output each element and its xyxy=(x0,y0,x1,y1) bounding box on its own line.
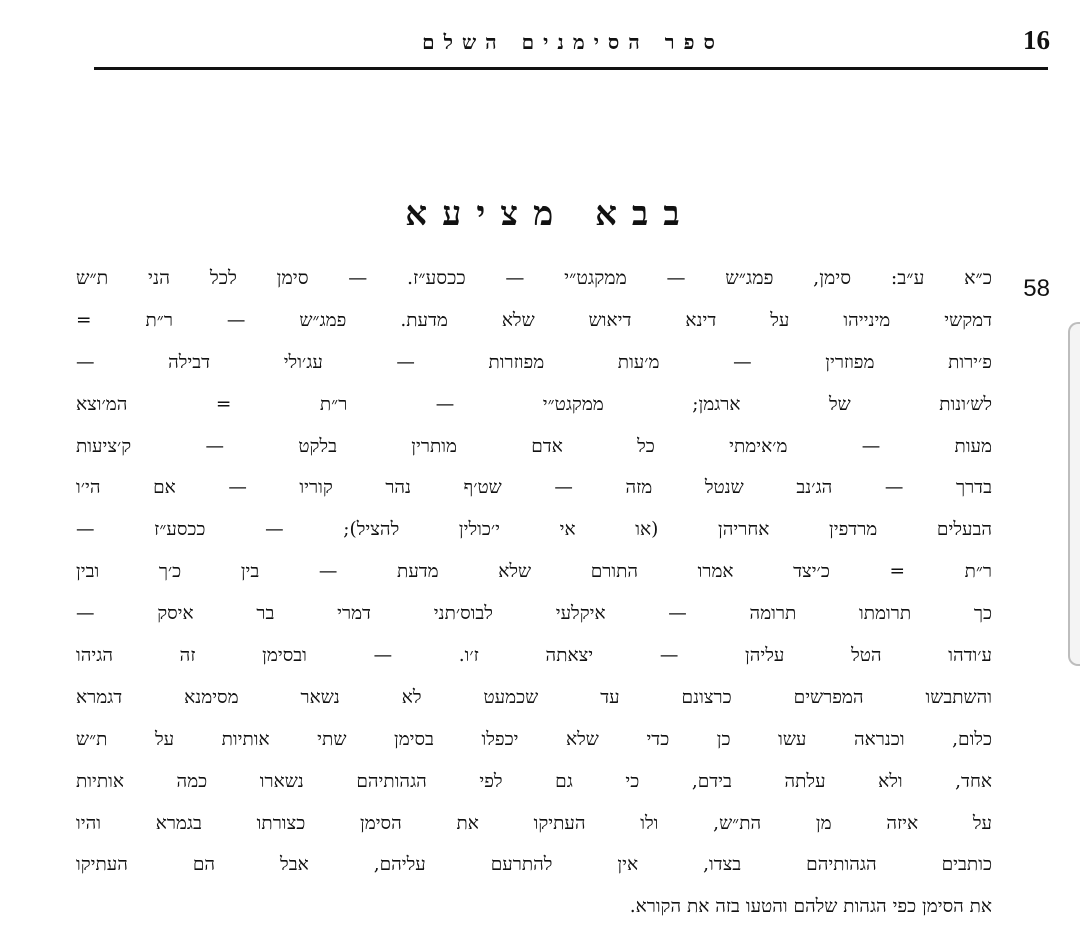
entry-line xyxy=(76,719,992,761)
entry-line xyxy=(76,300,992,342)
entry-line xyxy=(76,551,992,593)
entry-line xyxy=(76,635,992,677)
entry-line-text: ר״ת = כ׳יצד אמרו התורם שלא מדעת — בין כ׳ך ובין xyxy=(76,561,992,583)
entry-line-text: ע׳ודהו הטל עליהן — יצאתה ז׳ו. — ובסימן זה הגיהו xyxy=(76,644,992,666)
entry-line-text: מעות — מ׳אימתי כל אדם מותרין בלקט — ק׳ציעות xyxy=(76,435,992,457)
entry-line-text: פ׳ירות מפוזרין — מ׳עות מפוזרות — עג׳ולי דבילה — xyxy=(76,351,992,373)
entry-number: 58 xyxy=(1023,275,1050,302)
header-rule xyxy=(94,67,1048,70)
entry-line xyxy=(76,844,992,886)
entry-line-text: כ״א ע״ב: סימן, פמג״ש — ממקגט״י — ככסע״ז. — סימן לכל הני ת״ש xyxy=(76,267,992,290)
entry-line-text: כך תרומתו תרומה — איקלעי לבוס׳תני דמרי בר איסק — xyxy=(76,603,992,625)
entry-line xyxy=(76,467,992,509)
entry-line xyxy=(76,509,992,551)
entry-line-text: על איזה מן הת״ש, ולו העתיקו את הסימן כצורתו בגמרא והיו xyxy=(76,812,992,834)
entry-line-text: והשתבשו המפרשים כרצונם עד שכמעט לא נשאר מסימנא דגמרא xyxy=(76,686,992,708)
entry-line xyxy=(76,384,992,426)
side-scroll-tab[interactable] xyxy=(1068,322,1080,666)
entry-line-text: דמקשי מינייהו על דינא דיאוש שלא מדעת. פמג״ש — ר״ת = xyxy=(76,309,992,331)
entry-line-text: לש׳ונות של ארגמן; ממקגט״י — ר״ת = המ׳וצא xyxy=(76,393,992,415)
entry-line xyxy=(76,342,992,384)
page-number: 16 xyxy=(1023,25,1050,55)
section-title: בבא מציעא xyxy=(405,194,695,234)
entry-body xyxy=(76,258,992,928)
entry-line-text: את הסימן כפי הגהות שלהם והטעו בזה את הקורא. xyxy=(629,896,992,918)
entry-line-text: אחד, ולא עלתה בידם, כי גם לפי הגהותיהם נשארו כמה אותיות xyxy=(76,770,992,792)
entry-line xyxy=(76,426,992,468)
entry-line xyxy=(76,803,992,845)
entry-line-text: כלום, וכנראה עשו כן כדי שלא יכפלו בסימן שתי אותיות על ת״ש xyxy=(76,728,992,750)
entry-line xyxy=(76,593,992,635)
entry-line xyxy=(76,761,992,803)
entry-line xyxy=(76,258,992,300)
entry-line xyxy=(76,886,992,928)
running-head: ספר הסימנים השלם xyxy=(422,30,724,54)
entry-line-text: הבעלים מרדפין אחריהן (או אי י׳כולין להציל); — ככסע״ז — xyxy=(76,519,992,541)
entry-line-text: כותבים הגהותיהם בצדו, אין להתרעם עליהם, אבל הם העתיקו xyxy=(76,854,992,876)
entry-line-text: בדרך — הג׳נב שנטל מזה — שט׳ף נהר קוריו — אם הי׳ו xyxy=(76,477,992,499)
entry-line xyxy=(76,677,992,719)
